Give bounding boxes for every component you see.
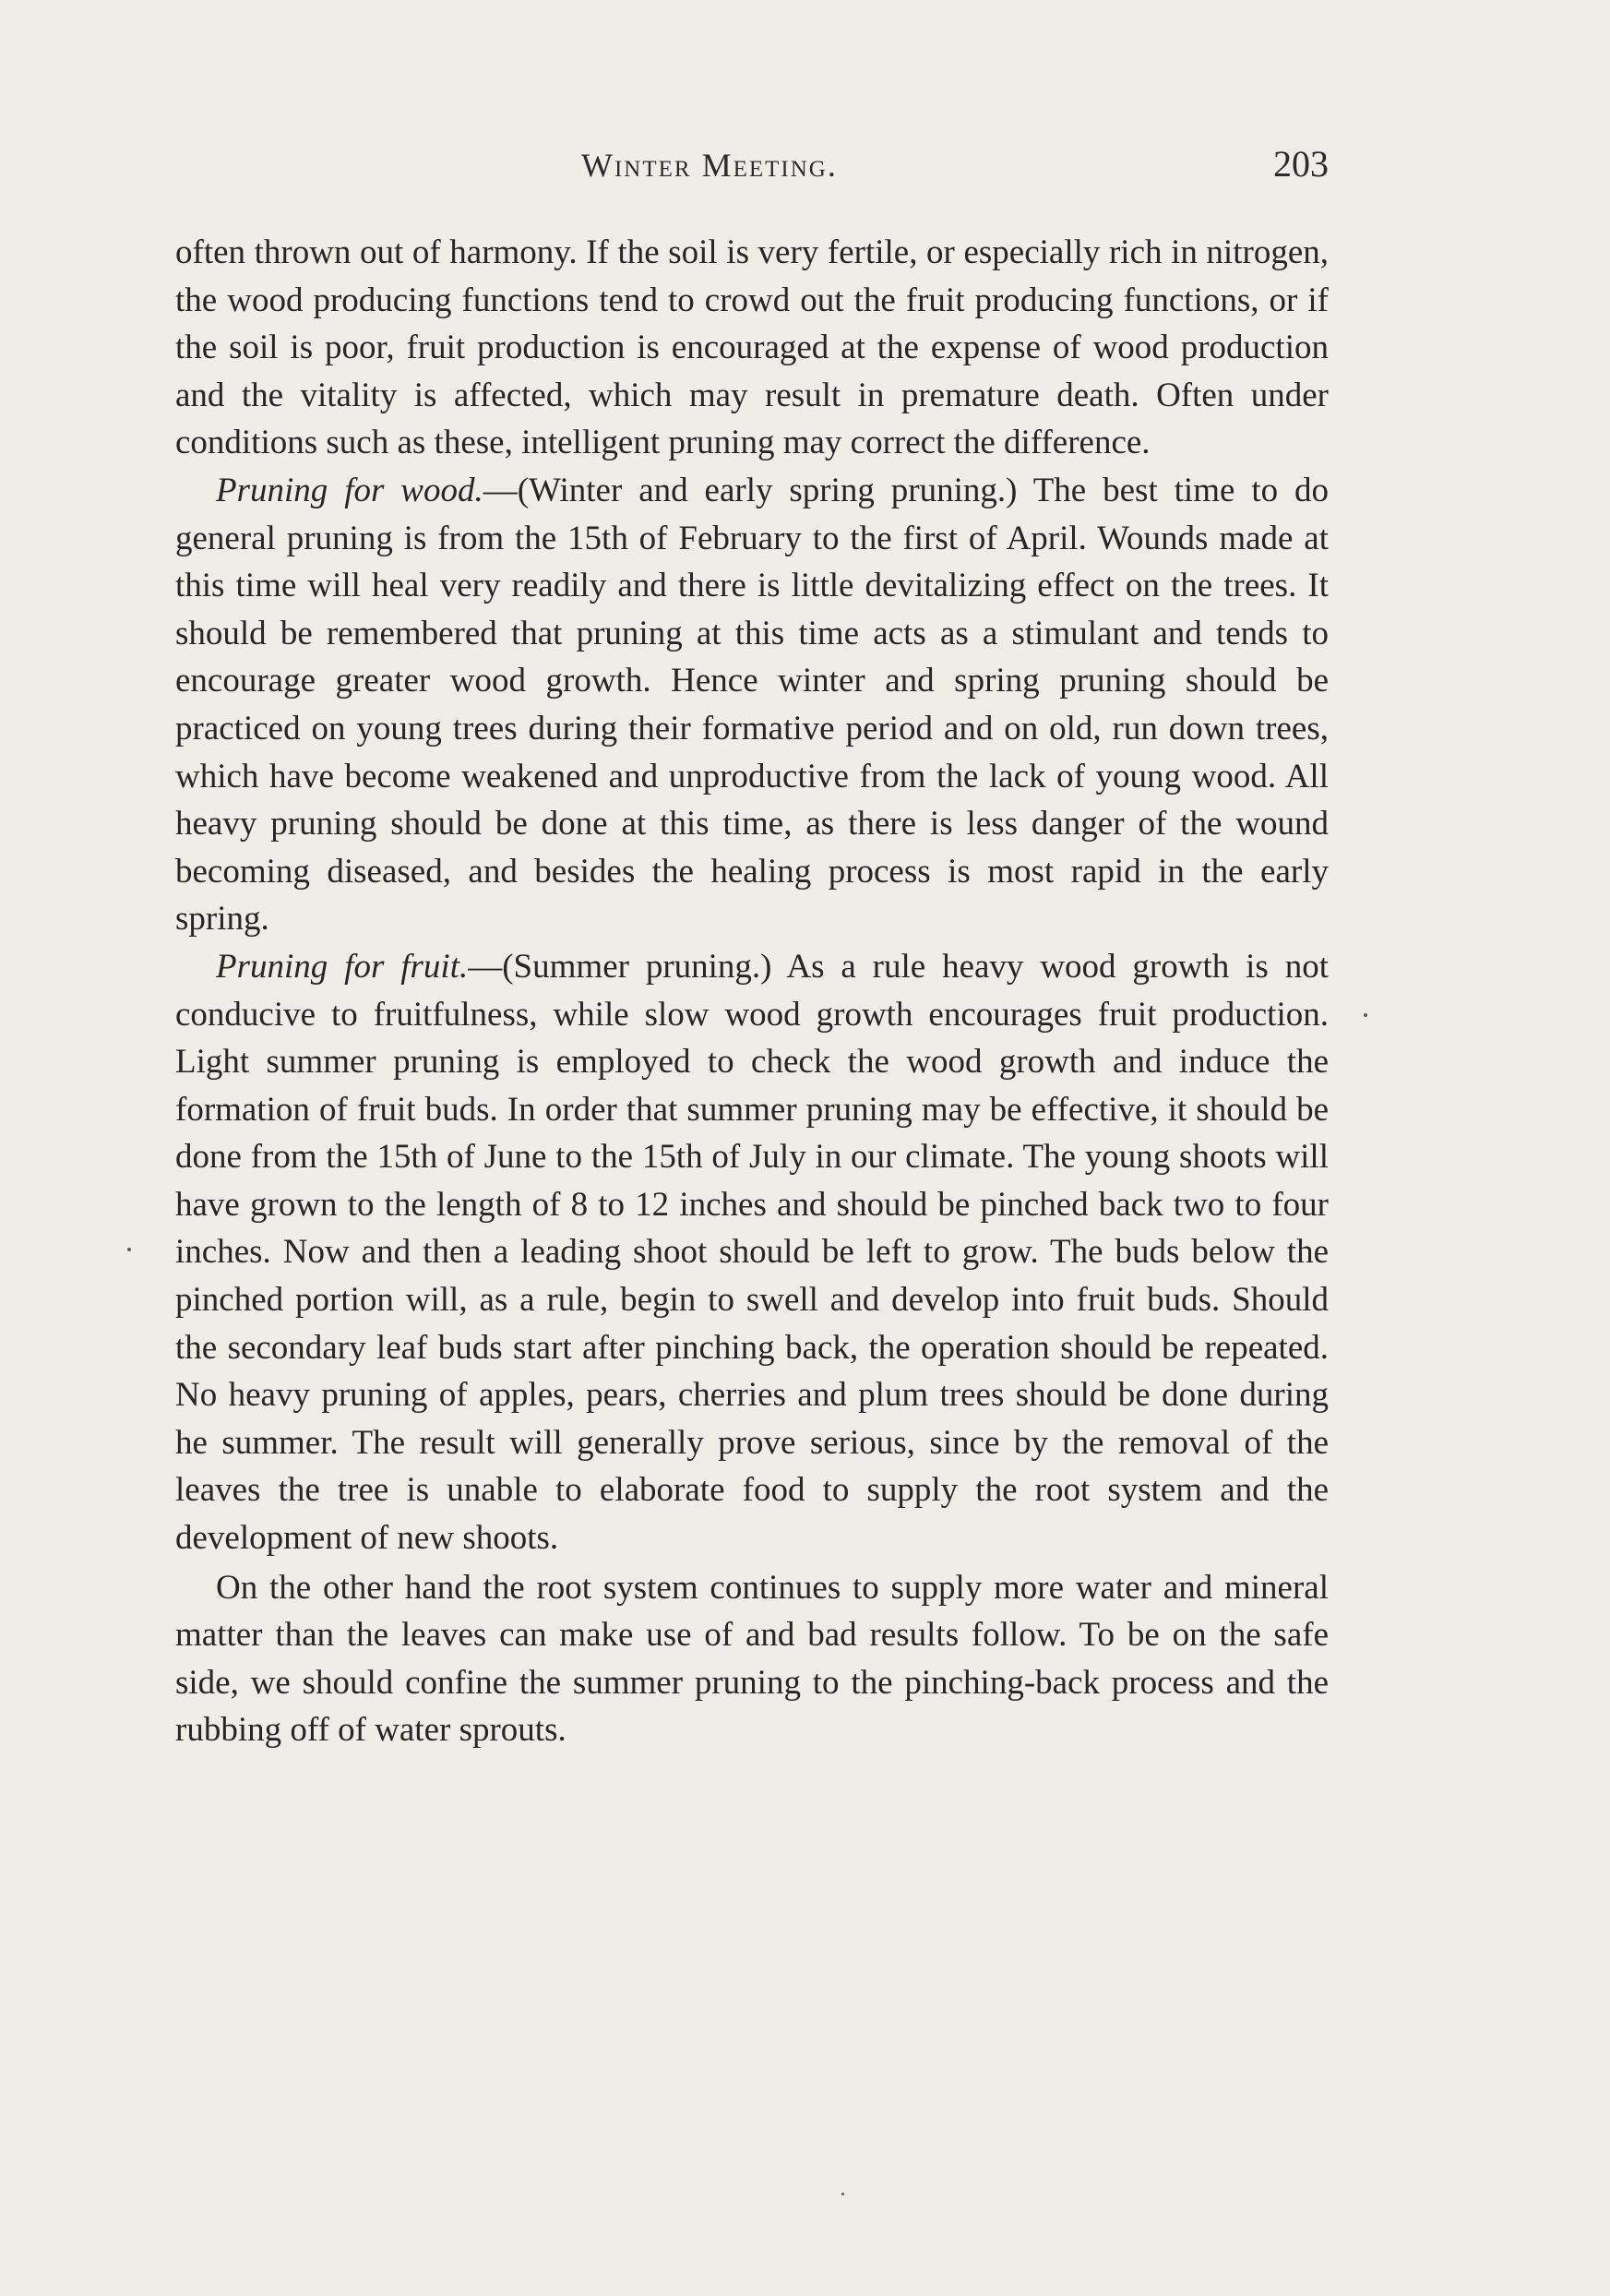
- paragraph-harmony: often thrown out of harmony. If the soil is very fertile, or especially rich in nitrogen, the wood producing functions tend to crowd out the fruit producing functions, or if the soil is poor, fruit production is encouraged at the expense of wood production and the vitality is affected, which may result in premature death. Often under conditions such as these, intelligent pruning may correct the difference.: [175, 233, 1329, 462]
- paragraph-pruning-for-wood-text: —(Winter and early spring pruning.) The best time to do general pruning is from the 15th of February to the first of April. Wounds made at this time will heal very readily and there is little devitalizing effect on the trees. It should be remembered that pruning at this time acts as a stimulant and tends to encourage greater wood growth. Hence winter and spring pruning should be practiced on young trees during their formative period and on old, run down trees, which have become weakened and unproductive from the lack of young wood. All heavy pruning should be done at this time, as there is less danger of the wound becoming diseased, and besides the healing process is most rapid in the early spring.: [175, 471, 1330, 939]
- margin-speck: [1364, 1013, 1367, 1017]
- paragraph-pruning-for-fruit-text: —(Summer pruning.) As a rule heavy wood growth is not conducive to fruitfulness, while slow wood growth encourages fruit production. Light summer pruning is employed to check the wood growth and induce the formation of fruit buds. In order that summer pruning may be effective, it should be done from the 15th of June to the 15th of July in our climate. The young shoots will have grown to the length of 8 to 12 inches and should be pinched back two to four inches. Now and then a leading shoot should be left to grow. The buds below the pinched portion will, as a rule, begin to swell and develop into fruit buds. Should the secondary leaf buds start after pinching back, the operation should be repeated. No heavy pruning of apples, pears, cherries and plum trees should be done during he summer. The result will generally prove serious, since by the removal of the leaves the tree is unable to elaborate food to supply the root system and the development of new shoots.: [175, 947, 1329, 1558]
- running-head-title: Winter Meeting.: [581, 147, 838, 184]
- paragraph-pruning-for-fruit: [175, 943, 1329, 1562]
- margin-speck: [127, 1248, 131, 1251]
- body-text: [175, 229, 1329, 1754]
- running-head: [175, 143, 1329, 201]
- side-heading-pruning-for-fruit: Pruning for fruit.: [216, 947, 469, 986]
- paragraph-pruning-for-wood: [175, 467, 1329, 943]
- paragraph-root-system: On the other hand the root system continues to supply more water and mineral matter than the leaves can make use of and bad results follow. To be on the safe side, we should confine the summer pruning to the pinching-back process and the rubbing off of water sprouts.: [175, 1568, 1329, 1750]
- margin-speck: [841, 2193, 844, 2195]
- page-number: 203: [1273, 143, 1329, 185]
- side-heading-pruning-for-wood: Pruning for wood.: [216, 471, 483, 509]
